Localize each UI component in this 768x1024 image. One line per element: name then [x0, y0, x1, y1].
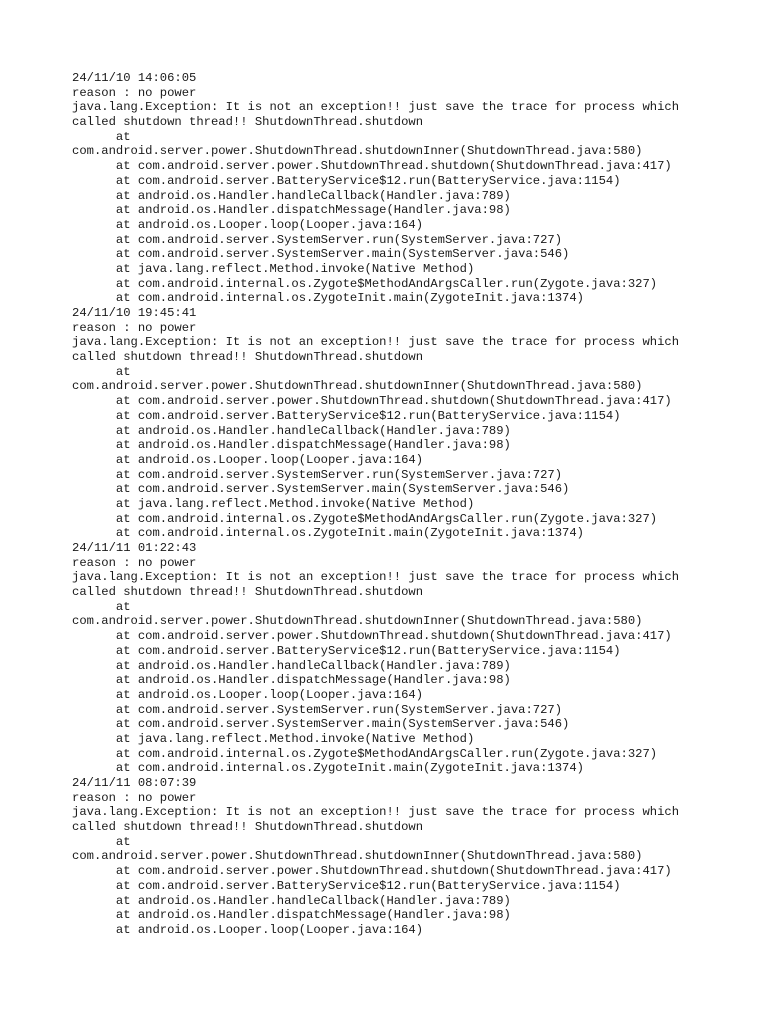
log-line: at com.android.server.BatteryService$12.run(BatteryService.java:1154)	[72, 643, 621, 658]
log-line: at com.android.server.SystemServer.run(SystemServer.java:727)	[72, 702, 563, 717]
log-line: at android.os.Handler.dispatchMessage(Handler.java:98)	[72, 908, 511, 923]
log-line: at com.android.server.power.ShutdownThread.shutdown(ShutdownThread.java:417)	[72, 159, 672, 174]
log-line: java.lang.Exception: It is not an exception!! just save the trace for process which	[72, 570, 680, 585]
log-line: java.lang.Exception: It is not an exception!! just save the trace for process which	[72, 100, 680, 115]
log-line: reason : no power	[72, 320, 197, 335]
log-line: com.android.server.power.ShutdownThread.shutdownInner(ShutdownThread.java:580)	[72, 614, 643, 629]
log-line: at com.android.server.SystemServer.run(SystemServer.java:727)	[72, 232, 563, 247]
log-line: at com.android.internal.os.ZygoteInit.main(ZygoteInit.java:1374)	[72, 526, 584, 541]
log-line: at android.os.Looper.loop(Looper.java:164)	[72, 452, 424, 467]
log-line: at com.android.server.BatteryService$12.run(BatteryService.java:1154)	[72, 408, 621, 423]
log-line: at com.android.server.SystemServer.run(SystemServer.java:727)	[72, 467, 563, 482]
log-line: at com.android.internal.os.Zygote$MethodAndArgsCaller.run(Zygote.java:327)	[72, 746, 658, 761]
log-line: at java.lang.reflect.Method.invoke(Native Method)	[72, 261, 475, 276]
log-line: 24/11/11 08:07:39	[72, 776, 197, 790]
log-line: at android.os.Handler.dispatchMessage(Handler.java:98)	[72, 673, 511, 688]
log-line: java.lang.Exception: It is not an exception!! just save the trace for process which	[72, 805, 680, 820]
log-line: at android.os.Looper.loop(Looper.java:164)	[72, 922, 424, 937]
log-line: 24/11/11 01:22:43	[72, 541, 197, 555]
log-line: at com.android.internal.os.ZygoteInit.main(ZygoteInit.java:1374)	[72, 761, 584, 776]
log-line: at android.os.Handler.handleCallback(Handler.java:789)	[72, 423, 511, 438]
log-line: at com.android.server.SystemServer.main(SystemServer.java:546)	[72, 482, 570, 497]
log-line: called shutdown thread!! ShutdownThread.shutdown	[72, 350, 424, 365]
log-line: at com.android.server.BatteryService$12.run(BatteryService.java:1154)	[72, 878, 621, 893]
log-line: com.android.server.power.ShutdownThread.shutdownInner(ShutdownThread.java:580)	[72, 849, 643, 864]
log-line: at com.android.server.SystemServer.main(SystemServer.java:546)	[72, 247, 570, 262]
log-line: at com.android.server.power.ShutdownThread.shutdown(ShutdownThread.java:417)	[72, 629, 672, 644]
log-line: at android.os.Handler.dispatchMessage(Handler.java:98)	[72, 203, 511, 218]
log-line: at com.android.server.power.ShutdownThread.shutdown(ShutdownThread.java:417)	[72, 394, 672, 409]
log-line: at com.android.server.SystemServer.main(SystemServer.java:546)	[72, 717, 570, 732]
log-line: at android.os.Handler.handleCallback(Handler.java:789)	[72, 658, 511, 673]
log-line: at	[72, 599, 131, 614]
log-line: at android.os.Looper.loop(Looper.java:164)	[72, 687, 424, 702]
log-line: at android.os.Handler.handleCallback(Handler.java:789)	[72, 188, 511, 203]
log-line: at	[72, 364, 131, 379]
log-line: at com.android.internal.os.ZygoteInit.main(ZygoteInit.java:1374)	[72, 291, 584, 306]
log-line: at java.lang.reflect.Method.invoke(Native Method)	[72, 496, 475, 511]
log-line: at com.android.internal.os.Zygote$MethodAndArgsCaller.run(Zygote.java:327)	[72, 511, 658, 526]
log-line: 24/11/10 14:06:05	[72, 71, 197, 85]
log-line: com.android.server.power.ShutdownThread.shutdownInner(ShutdownThread.java:580)	[72, 144, 643, 159]
log-line: reason : no power	[72, 85, 197, 100]
log-line: at android.os.Looper.loop(Looper.java:164)	[72, 217, 424, 232]
log-line: com.android.server.power.ShutdownThread.shutdownInner(ShutdownThread.java:580)	[72, 379, 643, 394]
log-document	[72, 71, 732, 938]
log-line: at com.android.internal.os.Zygote$MethodAndArgsCaller.run(Zygote.java:327)	[72, 276, 658, 291]
log-line: at android.os.Handler.handleCallback(Handler.java:789)	[72, 893, 511, 908]
log-line: at com.android.server.BatteryService$12.run(BatteryService.java:1154)	[72, 173, 621, 188]
log-line: at	[72, 129, 131, 144]
log-line: at android.os.Handler.dispatchMessage(Handler.java:98)	[72, 438, 511, 453]
log-line: called shutdown thread!! ShutdownThread.shutdown	[72, 585, 424, 600]
log-line: at com.android.server.power.ShutdownThread.shutdown(ShutdownThread.java:417)	[72, 864, 672, 879]
log-line: at java.lang.reflect.Method.invoke(Native Method)	[72, 731, 475, 746]
log-line: reason : no power	[72, 790, 197, 805]
log-line: reason : no power	[72, 555, 197, 570]
log-line: java.lang.Exception: It is not an exception!! just save the trace for process which	[72, 335, 680, 350]
log-line: 24/11/10 19:45:41	[72, 306, 197, 320]
log-line: called shutdown thread!! ShutdownThread.shutdown	[72, 820, 424, 835]
log-line: called shutdown thread!! ShutdownThread.shutdown	[72, 115, 424, 130]
log-line: at	[72, 834, 131, 849]
